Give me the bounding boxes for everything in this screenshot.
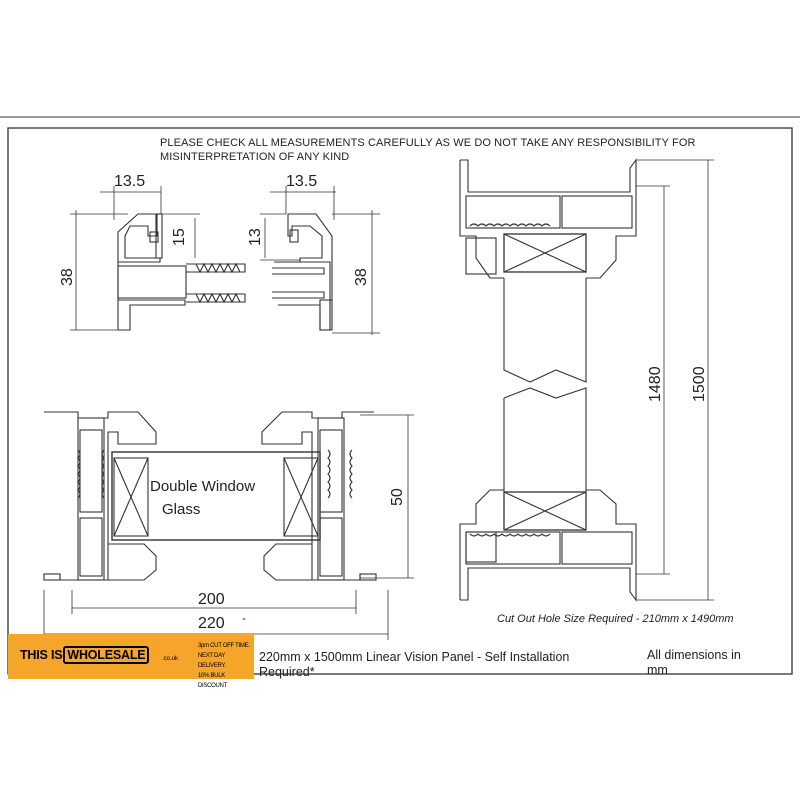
glass-label-line2: Glass <box>162 501 201 518</box>
dim-glass-width: 200 <box>198 591 225 608</box>
dim-left-width: 13.5 <box>114 173 146 190</box>
dim-glass-height: 50 <box>389 488 406 506</box>
dim-dash: - <box>242 611 246 625</box>
logo-word-a: THIS IS <box>20 648 63 662</box>
dim-right-height: 38 <box>353 268 370 286</box>
brand-logo <box>8 634 254 689</box>
logo-wordmark <box>20 648 149 662</box>
vertical-section <box>460 160 636 600</box>
glass-label-line1: Double Window <box>150 478 256 495</box>
units-note: All dimensions in mm <box>647 648 741 677</box>
dim-left-inner: 15 <box>171 228 188 246</box>
logo-tag-line3: 10% BULK DISCOUNT <box>198 673 227 689</box>
logo-tag-line1: 3pm CUT OFF TIME. <box>198 643 250 649</box>
dim-cut-height: 1480 <box>647 366 664 402</box>
drawing-border <box>8 128 792 674</box>
logo-word-b: WHOLESALE <box>63 646 149 664</box>
dim-overall-width: 220 <box>198 615 225 632</box>
dim-overall-height: 1500 <box>691 366 708 402</box>
dim-left-height: 38 <box>59 268 76 286</box>
logo-domain: .co.uk <box>162 656 179 662</box>
plan-view-dimensions <box>44 415 414 640</box>
product-title: 220mm x 1500mm Linear Vision Panel - Self Installation Required* <box>259 650 570 679</box>
cutout-note: Cut Out Hole Size Required - 210mm x 1490mm <box>497 613 734 625</box>
dim-right-inner: 13 <box>247 228 264 246</box>
right-profile-section <box>272 214 332 330</box>
dim-right-width: 13.5 <box>286 173 318 190</box>
plan-view <box>44 412 376 580</box>
logo-tagline <box>198 641 254 691</box>
logo-tag-line2: NEXT DAY DELIVERY. <box>198 653 226 669</box>
measurement-warning: PLEASE CHECK ALL MEASUREMENTS CAREFULLY AS WE DO NOT TAKE ANY RESPONSIBILITY FOR MISINTERPRETATION OF ANY KIND <box>160 137 696 163</box>
